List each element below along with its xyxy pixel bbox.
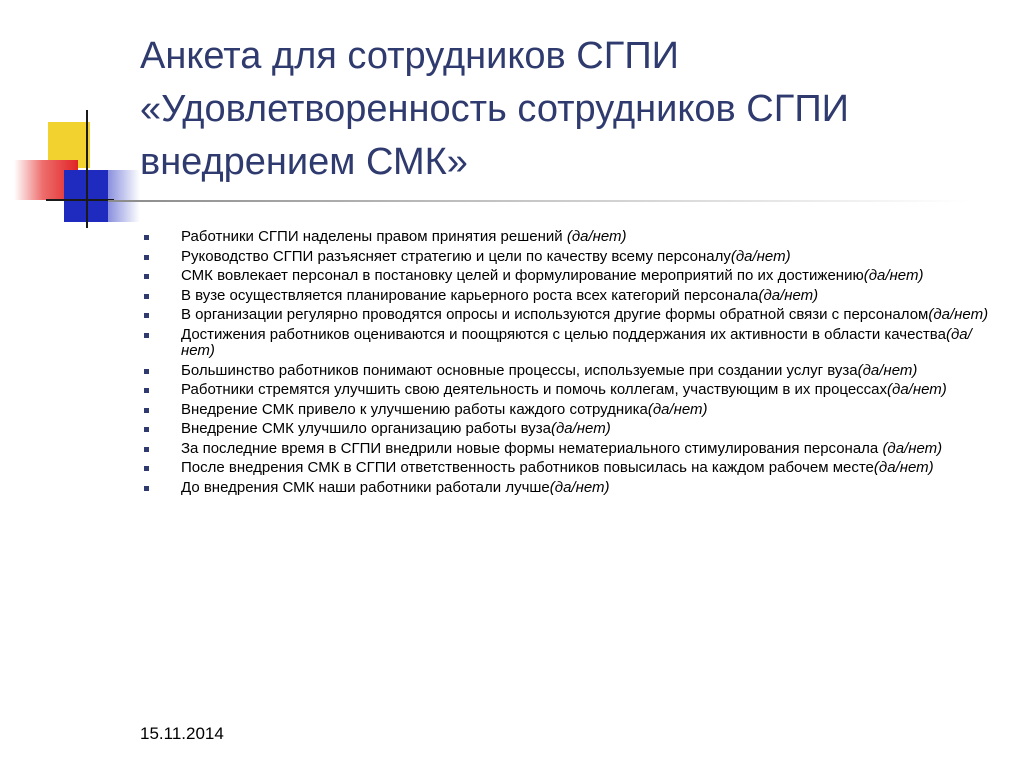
question-text: В вузе осуществляется планирование карьерного роста всех категорий персонала (181, 286, 759, 304)
bullet-icon (144, 274, 149, 279)
question-text: Работники СГПИ наделены правом принятия решений (181, 228, 567, 245)
question-item (140, 421, 1000, 438)
bullet-icon (144, 294, 149, 299)
title-line: внедрением СМК» (140, 141, 468, 183)
bullet-icon (144, 486, 149, 491)
bullet-icon (144, 313, 149, 318)
bullet-icon (144, 333, 149, 338)
question-text: Достижения работников оцениваются и поощряются с целью поддержания их активности в области качества (181, 325, 946, 343)
bullet-icon (144, 369, 149, 374)
question-item (140, 441, 1000, 458)
question-item (140, 402, 1000, 419)
question-text: После внедрения СМК в СГПИ ответственность работников повысилась на каждом рабочем месте (181, 459, 874, 476)
question-text: За последние время в СГПИ внедрили новые формы нематериального стимулирования персонала (181, 439, 883, 457)
vertical-line (86, 110, 88, 228)
title-line: Анкета для сотрудников СГПИ (140, 35, 679, 77)
answer-hint: (да/нет) (873, 459, 934, 476)
question-item (140, 327, 1000, 360)
question-item (140, 363, 1000, 380)
question-text: СМК вовлекает персонал в постановку целей и формулирование мероприятий по их достижению (181, 267, 864, 284)
title-line: «Удовлетворенность сотрудников СГПИ (140, 88, 849, 130)
question-item (140, 382, 1000, 399)
bullet-icon (144, 235, 149, 240)
answer-hint: (да/нет) (730, 247, 791, 265)
question-text: До внедрения СМК наши работники работали лучше (181, 478, 550, 496)
question-text: Большинство работников понимают основные процессы, используемые при создании услуг вуза (181, 361, 858, 379)
question-text: Руководство СГПИ разъясняет стратегию и цели по качеству всему персоналу (181, 247, 731, 265)
answer-hint: (да/нет) (758, 286, 819, 304)
answer-hint: (да/нет) (928, 306, 989, 323)
question-text: Работники стремятся улучшить свою деятельность и помочь коллегам, участвующим в их процессах (181, 381, 888, 398)
answer-hint: (да/нет) (857, 361, 918, 379)
question-text: Внедрение СМК привело к улучшению работы каждого сотрудника (181, 400, 648, 418)
slide-date: 15.11.2014 (140, 724, 224, 743)
question-item (140, 229, 1000, 246)
answer-hint: (да/нет) (647, 400, 708, 418)
bullet-icon (144, 388, 149, 393)
answer-hint: (да/нет) (863, 267, 924, 284)
slide-title (140, 30, 1000, 189)
answer-hint: (да/нет) (887, 381, 947, 398)
answer-hint: (да/нет) (550, 420, 611, 437)
question-item (140, 460, 1000, 477)
question-item (140, 480, 1000, 497)
question-item (140, 249, 1000, 266)
bullet-icon (144, 447, 149, 452)
horizontal-line (46, 199, 114, 201)
question-text: В организации регулярно проводятся опросы и используются другие формы обратной связи с персоналом (181, 306, 929, 323)
bullet-icon (144, 255, 149, 260)
answer-hint: (да/нет) (549, 478, 610, 496)
questions-list (140, 229, 1000, 499)
bullet-icon (144, 427, 149, 432)
question-item (140, 288, 1000, 305)
decorative-squares (0, 0, 140, 240)
answer-hint: (да/нет) (882, 439, 943, 457)
question-text: Внедрение СМК улучшило организацию работы вуза (181, 420, 551, 437)
question-item (140, 268, 1000, 285)
answer-hint: (да/нет) (566, 228, 627, 245)
bullet-icon (144, 466, 149, 471)
question-item (140, 307, 1000, 324)
bullet-icon (144, 408, 149, 413)
blue-fade (88, 170, 140, 222)
title-underline (108, 200, 968, 202)
answer-hint: (да/нет) (181, 325, 972, 359)
